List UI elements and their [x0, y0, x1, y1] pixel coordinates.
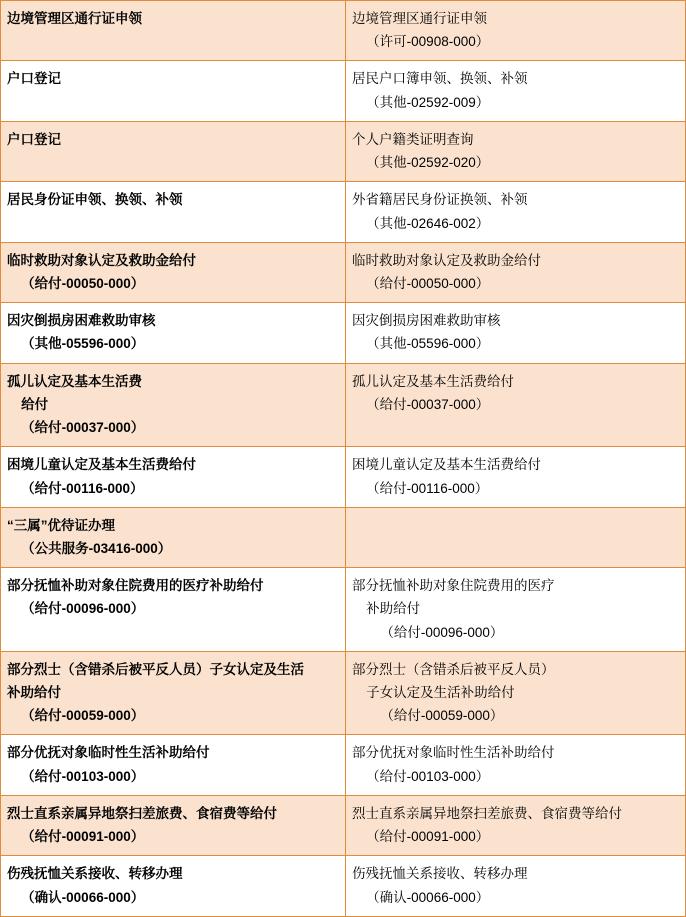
cell-line: 伤残抚恤关系接收、转移办理 — [7, 866, 183, 882]
cell-line: （给付-00116-000） — [21, 480, 144, 496]
cell-line: （许可-00908-000） — [366, 34, 490, 50]
cell-line: （给付-00050-000） — [366, 275, 490, 291]
table-row — [1, 121, 686, 181]
cell-line: 补助给付 — [7, 685, 61, 701]
cell-line: 部分烈士（含错杀后被平反人员）子女认定及生活 — [7, 661, 304, 677]
cell-line: （给付-00096-000） — [21, 601, 145, 617]
service-item-mapping-cell — [346, 447, 686, 507]
table-row — [1, 795, 686, 855]
cell-line: 困境儿童认定及基本生活费给付 — [7, 457, 196, 473]
cell-line: （给付-00037-000） — [21, 420, 145, 436]
cell-line: 部分优抚对象临时性生活补助给付 — [352, 745, 555, 761]
cell-line: 个人户籍类证明查询 — [352, 131, 474, 147]
cell-line: 给付 — [21, 396, 49, 412]
table-row — [1, 856, 686, 916]
service-item-mapping-cell — [346, 735, 686, 795]
cell-line: （其他-05596-000） — [366, 336, 490, 352]
service-item-mapping-cell — [346, 1, 686, 61]
service-item-mapping-cell — [346, 182, 686, 242]
service-item-name-cell — [1, 182, 346, 242]
cell-line: （给付-00116-000） — [366, 480, 489, 496]
service-item-mapping-cell — [346, 507, 686, 567]
cell-line: 困境儿童认定及基本生活费给付 — [352, 457, 541, 473]
cell-line: （给付-00050-000） — [21, 275, 145, 291]
cell-line: 伤残抚恤关系接收、转移办理 — [352, 866, 528, 882]
cell-line: 因灾倒损房困难救助审核 — [352, 313, 501, 329]
cell-line: （给付-00037-000） — [366, 396, 490, 412]
service-item-name-cell — [1, 507, 346, 567]
cell-line: 烈士直系亲属异地祭扫差旅费、食宿费等给付 — [352, 805, 622, 821]
cell-line: “三属”优待证办理 — [7, 517, 115, 533]
service-item-name-cell — [1, 363, 346, 447]
service-item-mapping-cell — [346, 303, 686, 363]
service-item-name-cell — [1, 447, 346, 507]
cell-line: 居民户口簿申领、换领、补领 — [352, 71, 528, 87]
service-item-mapping-cell — [346, 856, 686, 916]
cell-line: （给付-00091-000） — [21, 829, 145, 845]
cell-line: 边境管理区通行证申领 — [7, 11, 142, 26]
table-row — [1, 242, 686, 302]
service-item-name-cell — [1, 242, 346, 302]
cell-line: （其他-02592-020） — [366, 155, 490, 171]
table-row — [1, 447, 686, 507]
cell-line: 户口登记 — [7, 131, 61, 147]
table-row — [1, 735, 686, 795]
cell-line: 部分抚恤补助对象住院费用的医疗补助给付 — [7, 578, 264, 594]
service-item-mapping-cell — [346, 121, 686, 181]
table-row — [1, 507, 686, 567]
table-body — [1, 1, 686, 917]
cell-line: 部分烈士（含错杀后被平反人员） — [352, 661, 555, 677]
cell-line: 部分抚恤补助对象住院费用的医疗 — [352, 578, 555, 594]
cell-line: 居民身份证申领、换领、补领 — [7, 192, 183, 208]
table-row — [1, 363, 686, 447]
cell-line: （给付-00096-000） — [380, 624, 504, 640]
table-row — [1, 61, 686, 121]
cell-line: （确认-00066-000） — [21, 889, 145, 905]
service-item-mapping-cell — [346, 363, 686, 447]
cell-line: 边境管理区通行证申领 — [352, 11, 487, 26]
service-item-name-cell — [1, 61, 346, 121]
service-item-name-cell — [1, 303, 346, 363]
cell-line: 临时救助对象认定及救助金给付 — [352, 252, 541, 268]
cell-line: （其他-02646-002） — [366, 215, 490, 231]
cell-line: 部分优抚对象临时性生活补助给付 — [7, 745, 210, 761]
service-item-mapping-cell — [346, 61, 686, 121]
service-item-name-cell — [1, 856, 346, 916]
cell-line: 子女认定及生活补助给付 — [366, 685, 515, 701]
cell-line: （其他-02592-009） — [366, 94, 490, 110]
cell-line: 外省籍居民身份证换领、补领 — [352, 192, 528, 208]
table-row — [1, 303, 686, 363]
cell-line: （给付-00091-000） — [366, 829, 490, 845]
service-item-name-cell — [1, 735, 346, 795]
service-item-name-cell — [1, 121, 346, 181]
service-item-name-cell — [1, 568, 346, 652]
cell-line: 临时救助对象认定及救助金给付 — [7, 252, 196, 268]
table-row — [1, 568, 686, 652]
service-item-name-cell — [1, 1, 346, 61]
cell-line: 因灾倒损房困难救助审核 — [7, 313, 156, 329]
service-item-mapping-cell — [346, 651, 686, 735]
cell-line: 烈士直系亲属异地祭扫差旅费、食宿费等给付 — [7, 805, 277, 821]
service-item-mapping-cell — [346, 795, 686, 855]
service-item-mapping-cell — [346, 568, 686, 652]
cell-line: （其他-05596-000） — [21, 336, 145, 352]
table-row — [1, 182, 686, 242]
cell-line: （给付-00103-000） — [366, 768, 490, 784]
cell-line: 孤儿认定及基本生活费 — [7, 373, 142, 389]
table-row — [1, 1, 686, 61]
cell-line: （公共服务-03416-000） — [21, 540, 172, 556]
service-item-name-cell — [1, 795, 346, 855]
cell-line: （给付-00059-000） — [380, 708, 504, 724]
cell-line: 孤儿认定及基本生活费给付 — [352, 373, 514, 389]
cell-line: （给付-00059-000） — [21, 708, 145, 724]
service-item-name-cell — [1, 651, 346, 735]
cell-line: （给付-00103-000） — [21, 768, 145, 784]
cell-line: （确认-00066-000） — [366, 889, 490, 905]
service-item-mapping-cell — [346, 242, 686, 302]
table-row — [1, 651, 686, 735]
cell-line: 户口登记 — [7, 71, 61, 87]
cell-line: 补助给付 — [366, 601, 421, 617]
